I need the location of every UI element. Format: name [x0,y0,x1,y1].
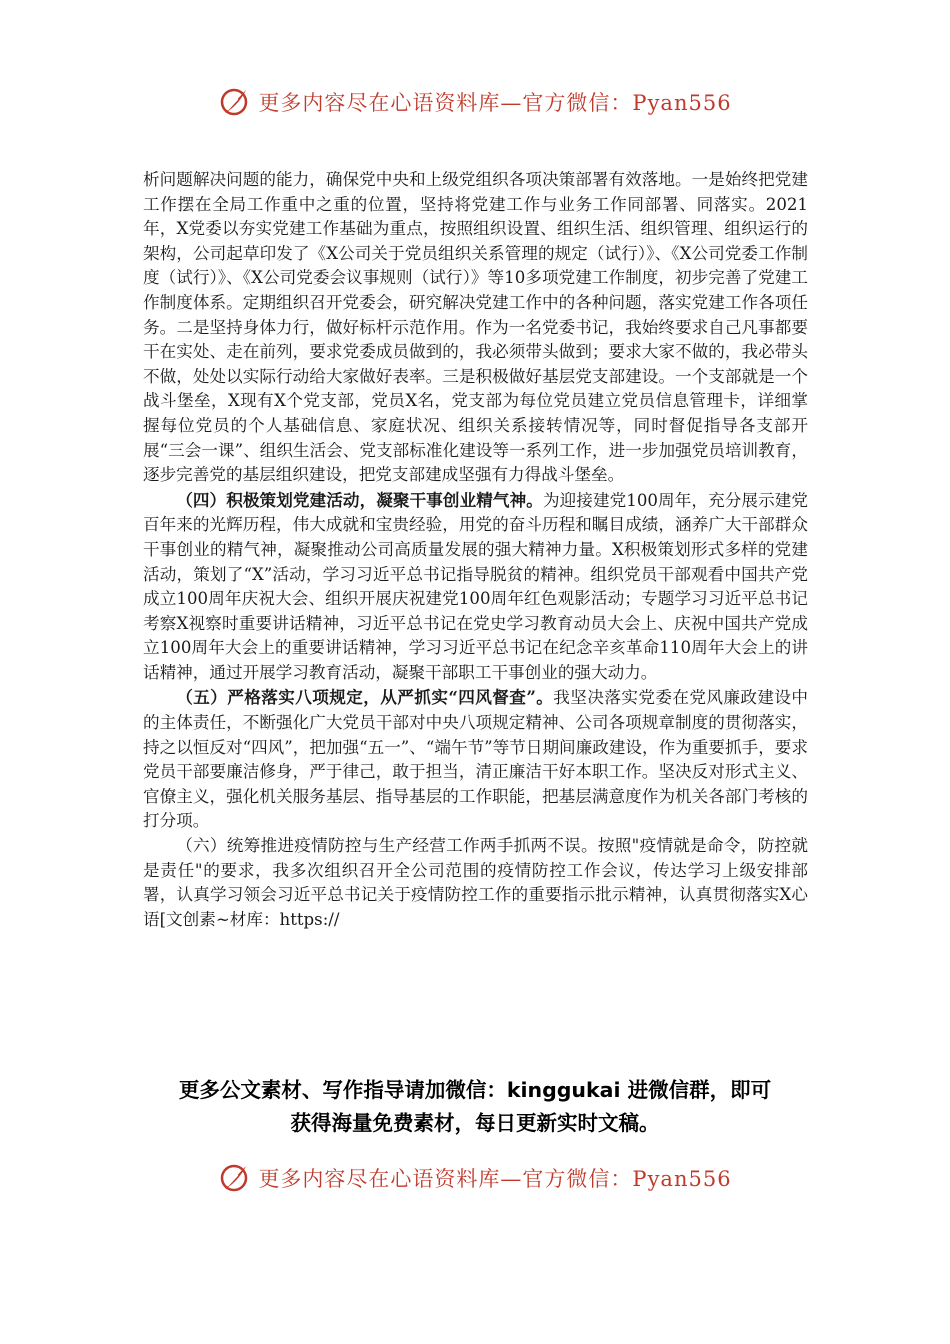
section-5-text: 我坚决落实党委在党风廉政建设中的主体责任，不断强化广大党员干部对中央八项规定精神、公司各项规章制度的贯彻落实，持之以恒反对“四风”，把加强“五一”、“端午节”等节日期间廉政建设，作为重要抓手，要求党员干部要廉洁修身，严于律己，敢于担当，清正廉洁干好本职工作。坚决反对形式主义、官僚主义，强化机关服务基层、指导基层的工作职能，把基层满意度作为机关各部门考核的打分项。 [143,688,809,831]
document-body [143,168,808,932]
footer-banner [0,1158,950,1198]
promo-notice [100,1074,850,1140]
feather-pen-logo-icon [218,86,250,118]
paragraph-section-5 [143,685,808,834]
section-4-text: 为迎接建党100周年，充分展示建党百年来的光辉历程，伟大成就和宝贵经验，用党的奋斗历程和瞩目成绩，涵养广大干部群众干事创业的精气神，凝聚推动公司高质量发展的强大精神力量。X积极策划形式多样的党建活动，策划了“X”活动，学习习近平总书记指导脱贫的精神。组织党员干部观看中国共产党成立100周年庆祝大会、组织开展庆祝建党100周年红色观影活动；专题学习习近平总书记考察X视察时重要讲话精神，习近平总书记在党史学习教育动员大会上、庆祝中国共产党成立100周年大会上的重要讲话精神，学习习近平总书记在纪念辛亥革命110周年大会上的讲话精神，通过开展学习教育活动，凝聚干部职工干事创业的强大动力。 [143,490,809,682]
header-banner-text: 更多内容尽在心语资料库—官方微信：Pyan556 [258,91,732,115]
paragraph-continuation: 析问题解决问题的能力，确保党中央和上级党组织各项决策部署有效落地。一是始终把党建工作摆在全局工作重中之重的位置，坚持将党建工作与业务工作同部署、同落实。2021年，X党委以夯实党建工作基础为重点，按照组织设置、组织生活、组织管理、组织运行的架构，公司起草印发了《X公司关于党员组织关系管理的规定（试行）》、《X公司党委工作制度（试行）》、《X公司党委会议事规则（试行）》等10多项党建工作制度，初步完善了党建工作制度体系。定期组织召开党委会，研究解决党建工作中的各种问题，落实党建工作各项任务。二是坚持身体力行，做好标杆示范作用。作为一名党委书记，我始终要求自己凡事都要干在实处、走在前列，要求党委成员做到的，我必须带头做到；要求大家不做的，我必带头不做，处处以实际行动给大家做好表率。三是积极做好基层党支部建设。一个支部就是一个战斗堡垒，X现有X个党支部，党员X名，党支部为每位党员建立党员信息管理卡，详细掌握每位党员的个人基础信息、家庭状况、组织关系接转情况等，同时督促指导各支部开展“三会一课”、组织生活会、党支部标准化建设等一系列工作，进一步加强党员培训教育，逐步完善党的基层组织建设，把党支部建成坚强有力得战斗堡垒。 [143,170,808,485]
promo-line-2: 获得海量免费素材，每日更新实时文稿。 [290,1111,660,1135]
section-4-heading: （四）积极策划党建活动，凝聚干事创业精气神。 [176,489,543,510]
section-5-heading: （五）严格落实八项规定，从严抓实“四风督查”。 [176,687,554,708]
footer-banner-text: 更多内容尽在心语资料库—官方微信：Pyan556 [258,1167,732,1191]
paragraph-section-6: （六）统筹推进疫情防控与生产经营工作两手抓两不误。按照"疫情就是命令，防控就是责任"的要求，我多次组织召开全公司范围的疫情防控工作会议，传达学习上级安排部署，认真学习领会习近平总书记关于疫情防控工作的重要指示批示精神，认真贯彻落实X心语[文创素~材库：https:// [143,836,808,929]
header-banner [0,82,950,122]
feather-pen-logo-icon [218,1162,250,1194]
paragraph-section-4 [143,488,808,686]
promo-line-1: 更多公文素材、写作指导请加微信：kinggukai 进微信群，即可 [178,1078,772,1102]
